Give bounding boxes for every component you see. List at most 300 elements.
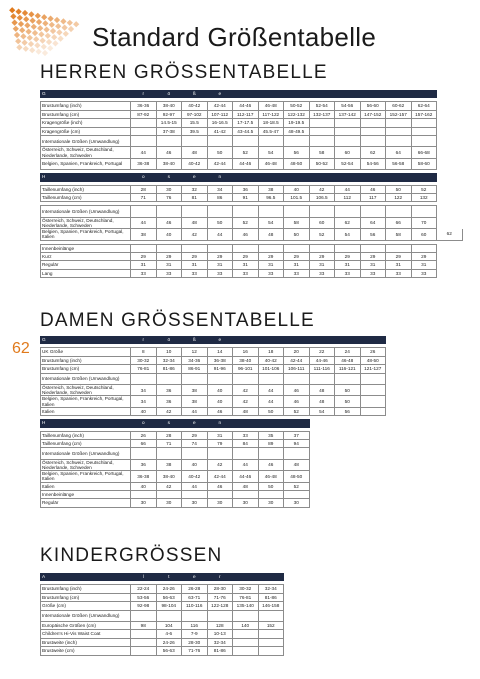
table-cell: 42-44	[284, 356, 310, 364]
logo-dot	[52, 40, 58, 46]
brand-logo	[6, 4, 86, 56]
logo-dot	[29, 17, 35, 23]
table-cell: 33	[182, 269, 208, 277]
table-cell: 48	[233, 482, 259, 490]
table-cell: 66	[386, 217, 412, 228]
table-cell: 112	[335, 194, 361, 202]
logo-dot	[73, 21, 79, 27]
table-cell: n	[207, 173, 233, 181]
table-cell: 46-48	[258, 158, 284, 169]
row-label: Innenbeinlänge	[41, 244, 131, 252]
table-cell: 58	[386, 229, 412, 240]
table-cell: 31	[309, 261, 335, 269]
table-cell: 29	[182, 253, 208, 261]
table-cell: 91-96	[207, 365, 233, 373]
table-cell	[156, 491, 182, 499]
table-cell	[233, 610, 259, 621]
table-cell	[156, 136, 182, 147]
table-cell: 30	[156, 499, 182, 507]
table-cell: 110-116	[182, 602, 208, 610]
logo-dot	[57, 35, 63, 41]
table-cell: 46	[156, 147, 182, 158]
table-cell: 33	[386, 269, 412, 277]
row-label: Österreich, Schweiz, Deutschland, Niederlande, Schweden	[41, 459, 131, 470]
logo-dot	[24, 22, 30, 28]
logo-dot	[14, 32, 20, 38]
table-cell: r	[207, 573, 233, 581]
table-cell: 41-42	[207, 127, 233, 135]
logo-dot	[49, 22, 55, 28]
table-cell	[284, 206, 310, 217]
table-cell	[207, 610, 233, 621]
table-cell	[360, 119, 386, 127]
logo-dot	[42, 20, 48, 26]
table-cell	[233, 419, 259, 427]
table-cell: 122-132	[284, 110, 310, 118]
table-cell: 60	[335, 147, 361, 158]
table-cell: 31	[233, 261, 259, 269]
herren-section-title: HERREN GRÖSSENTABELLE	[40, 62, 328, 83]
table-cell	[233, 630, 259, 638]
table-cell: 146-158	[258, 602, 284, 610]
table-cell: 42	[207, 459, 233, 470]
table-cell	[360, 136, 386, 147]
table-cell: 56-63	[156, 647, 182, 655]
table-cell: 50	[258, 407, 284, 415]
table-cell: 48	[182, 147, 208, 158]
table-cell: 52	[411, 185, 437, 193]
table-row	[41, 365, 386, 373]
table-cell: 48	[309, 385, 335, 396]
table-cell: 44	[207, 229, 233, 240]
table-cell: 46-48	[258, 102, 284, 110]
table-cell	[411, 206, 437, 217]
kinder-section-title: KINDERGRÖSSEN	[40, 545, 223, 566]
table-cell: 33	[335, 269, 361, 277]
row-label: Brustweite (inch)	[41, 638, 131, 646]
herren-size-table	[40, 90, 463, 278]
table-cell	[258, 244, 284, 252]
table-cell: 26-28	[182, 585, 208, 593]
table-cell: l	[131, 573, 157, 581]
table-cell	[360, 90, 386, 98]
table-cell: 44	[131, 147, 157, 158]
table-cell	[360, 396, 386, 407]
logo-dot	[51, 34, 57, 40]
table-cell	[386, 127, 412, 135]
logo-dot	[25, 28, 31, 34]
logo-dot	[11, 19, 17, 25]
table-cell: 30	[233, 499, 259, 507]
table-cell	[360, 407, 386, 415]
table-cell: 29	[182, 431, 208, 439]
table-cell: 48	[284, 459, 310, 470]
logo-dot	[39, 37, 45, 43]
table-row	[41, 385, 386, 396]
table-cell	[182, 491, 208, 499]
table-row	[41, 127, 463, 135]
table-row	[41, 229, 463, 240]
table-cell	[207, 206, 233, 217]
table-cell: 44	[258, 385, 284, 396]
table-cell	[335, 119, 361, 127]
table-cell: 42	[156, 482, 182, 490]
table-cell: 58-60	[411, 158, 437, 169]
table-cell: 50	[207, 217, 233, 228]
table-cell	[207, 448, 233, 459]
table-cell: 48	[258, 229, 284, 240]
table-cell: 52	[233, 147, 259, 158]
row-label: Kragengröße (cm)	[41, 127, 131, 135]
table-cell	[131, 647, 157, 655]
table-cell: 50	[207, 147, 233, 158]
table-row	[41, 244, 463, 252]
table-row	[41, 431, 386, 439]
table-cell: 98-104	[156, 602, 182, 610]
table-cell: 31	[182, 261, 208, 269]
logo-dot	[9, 7, 15, 13]
table-row	[41, 459, 386, 470]
table-cell	[207, 244, 233, 252]
row-label: Belgien, Spanien, Frankreich, Portugal, Italien	[41, 396, 131, 407]
row-label: Taillenumfang (cm)	[41, 194, 131, 202]
table-cell: 46	[233, 229, 259, 240]
table-cell	[182, 373, 208, 384]
table-cell: 44	[182, 482, 208, 490]
logo-dot	[27, 35, 33, 41]
row-label: Italien	[41, 407, 131, 415]
table-cell	[284, 173, 310, 181]
row-label: Österreich, Schweiz, Deutschland, Niederlande, Schweden	[41, 217, 131, 228]
table-cell: 30	[182, 499, 208, 507]
table-cell: 122	[386, 194, 412, 202]
table-cell: 8	[131, 348, 157, 356]
table-cell: 66-68	[411, 147, 437, 158]
table-row	[41, 396, 386, 407]
table-cell	[309, 206, 335, 217]
table-cell: 32-34	[207, 638, 233, 646]
logo-dot	[15, 38, 21, 44]
table-cell	[309, 119, 335, 127]
table-cell	[182, 206, 208, 217]
table-row	[41, 499, 386, 507]
row-label: Österreich, Schweiz, Deutschland, Niederlande, Schweden	[41, 385, 131, 396]
table-cell: 84	[233, 440, 259, 448]
table-cell: 10-13	[207, 630, 233, 638]
table-cell: 36	[233, 185, 259, 193]
table-cell: 33	[360, 269, 386, 277]
table-cell	[131, 491, 157, 499]
table-row	[41, 206, 463, 217]
table-cell: 106-111	[284, 365, 310, 373]
table-cell: 92-98	[131, 602, 157, 610]
table-cell: 31	[284, 261, 310, 269]
table-cell: 40-42	[182, 158, 208, 169]
table-cell	[386, 244, 412, 252]
table-cell: 48-49.5	[284, 127, 310, 135]
table-cell	[284, 136, 310, 147]
table-cell: 40	[182, 459, 208, 470]
logo-dot	[54, 17, 60, 23]
table-cell: 42	[309, 185, 335, 193]
table-cell	[258, 336, 284, 344]
table-cell	[131, 244, 157, 252]
table-cell	[131, 610, 157, 621]
table-cell: 46-48	[258, 471, 284, 482]
table-cell: 46	[360, 185, 386, 193]
table-cell: 29	[233, 253, 259, 261]
table-row	[41, 147, 463, 158]
table-cell: 38-40	[156, 158, 182, 169]
table-cell: 39.5	[182, 127, 208, 135]
table-cell	[182, 244, 208, 252]
table-cell: r	[131, 90, 157, 98]
table-cell: 34-36	[182, 356, 208, 364]
table-cell	[207, 373, 233, 384]
table-cell: 62	[437, 229, 463, 240]
table-cell: 42	[182, 229, 208, 240]
table-cell: 46	[207, 407, 233, 415]
table-cell: 48-50	[284, 471, 310, 482]
table-cell: 54-56	[360, 158, 386, 169]
table-cell: 64	[360, 217, 386, 228]
table-cell	[258, 573, 284, 581]
table-cell	[233, 206, 259, 217]
table-cell	[258, 448, 284, 459]
table-cell: ö	[156, 336, 182, 344]
table-cell: 30	[156, 185, 182, 193]
table-row	[41, 269, 463, 277]
table-cell: 33	[207, 269, 233, 277]
table-row	[41, 622, 284, 630]
page-number: 62	[12, 340, 30, 357]
table-cell	[131, 448, 157, 459]
row-label: Brustumfang (inch)	[41, 102, 131, 110]
row-label: Regulär	[41, 261, 131, 269]
table-cell: 116	[182, 622, 208, 630]
table-cell: 29	[131, 253, 157, 261]
table-cell: 46	[284, 385, 310, 396]
table-cell: 37-38	[156, 127, 182, 135]
table-row	[41, 610, 284, 621]
table-cell: 87-92	[131, 110, 157, 118]
table-cell: 52	[233, 217, 259, 228]
table-cell: 16	[233, 348, 259, 356]
table-cell	[335, 136, 361, 147]
table-cell	[335, 90, 361, 98]
row-label: Größe (cm)	[41, 602, 131, 610]
row-label: Österreich, Schweiz, Deutschland, Niederlande, Schweden	[41, 147, 131, 158]
row-label: Internationale Größen (Umwandlung)	[41, 136, 131, 147]
table-cell	[156, 610, 182, 621]
table-cell	[284, 373, 310, 384]
table-cell: 50	[335, 396, 361, 407]
table-cell: 42	[233, 385, 259, 396]
table-cell	[258, 647, 284, 655]
table-row	[41, 158, 463, 169]
table-cell: 33	[233, 431, 259, 439]
logo-dot	[38, 31, 44, 37]
row-label: G	[41, 336, 131, 344]
table-cell	[360, 336, 386, 344]
table-cell: 36-36	[131, 102, 157, 110]
table-cell: 53-56	[131, 593, 157, 601]
table-cell: 20	[284, 348, 310, 356]
table-cell: 18	[258, 348, 284, 356]
table-cell: e	[182, 419, 208, 427]
table-cell: 31	[131, 261, 157, 269]
table-cell: 152-157	[386, 110, 412, 118]
table-cell: 38	[156, 459, 182, 470]
table-cell: 54	[258, 147, 284, 158]
table-cell: 29	[284, 253, 310, 261]
table-cell	[258, 136, 284, 147]
table-cell: 48	[309, 396, 335, 407]
table-cell: 81	[182, 194, 208, 202]
table-row	[41, 638, 284, 646]
table-cell	[258, 419, 284, 427]
table-cell	[233, 373, 259, 384]
table-cell: 86	[207, 194, 233, 202]
table-cell: 50	[335, 385, 361, 396]
table-cell: 31	[207, 261, 233, 269]
table-cell: 76-81	[131, 365, 157, 373]
table-cell: 74	[182, 440, 208, 448]
table-row	[41, 110, 463, 118]
table-row	[41, 356, 386, 364]
table-header-row	[41, 336, 386, 344]
table-cell: 28-30	[207, 585, 233, 593]
table-cell: 122-128	[207, 602, 233, 610]
table-cell	[131, 638, 157, 646]
table-cell: e	[182, 173, 208, 181]
table-cell: 18-18.5	[258, 119, 284, 127]
logo-dot	[67, 20, 73, 26]
table-cell	[309, 136, 335, 147]
table-cell: 60	[411, 229, 437, 240]
table-cell: ß	[182, 90, 208, 98]
table-cell	[131, 206, 157, 217]
table-cell: 22-24	[131, 585, 157, 593]
table-cell: 40	[284, 185, 310, 193]
table-cell: 33	[258, 269, 284, 277]
table-cell	[309, 244, 335, 252]
table-row	[41, 482, 386, 490]
table-cell	[360, 373, 386, 384]
row-label: Internationale Größen (Umwandlung)	[41, 373, 131, 384]
table-cell: 56	[360, 229, 386, 240]
table-cell	[360, 244, 386, 252]
table-cell: 117	[360, 194, 386, 202]
table-cell: 40	[131, 407, 157, 415]
table-cell	[411, 90, 437, 98]
table-cell	[233, 136, 259, 147]
table-cell: 64	[386, 147, 412, 158]
table-row	[41, 585, 284, 593]
table-cell	[131, 127, 157, 135]
logo-dot	[43, 26, 49, 32]
table-cell: 42-44	[207, 471, 233, 482]
table-cell	[284, 491, 310, 499]
table-row	[41, 194, 463, 202]
table-cell	[309, 127, 335, 135]
table-cell: 112-117	[233, 110, 259, 118]
table-cell: 116-121	[335, 365, 361, 373]
table-row	[41, 119, 463, 127]
table-cell: 24-26	[156, 638, 182, 646]
table-cell: 31	[258, 261, 284, 269]
logo-dot	[10, 13, 16, 19]
table-cell: 50	[386, 185, 412, 193]
logo-dot	[28, 41, 34, 47]
table-cell: 111-116	[309, 365, 335, 373]
table-cell: 29	[360, 253, 386, 261]
table-cell	[233, 90, 259, 98]
table-cell: 71-76	[182, 647, 208, 655]
row-label: UK Größe	[41, 348, 131, 356]
table-cell: o	[131, 419, 157, 427]
table-cell: 31	[386, 261, 412, 269]
logo-dot	[37, 25, 43, 31]
row-label: Taillenumfang (inch)	[41, 431, 131, 439]
logo-dot	[56, 29, 62, 35]
table-cell: 34	[207, 185, 233, 193]
logo-dot	[20, 33, 26, 39]
table-row	[41, 261, 463, 269]
table-cell	[360, 206, 386, 217]
table-cell: 33	[309, 269, 335, 277]
table-cell: 81-86	[207, 647, 233, 655]
table-cell: 43-44.5	[233, 127, 259, 135]
row-label: Kragengröße (inch)	[41, 119, 131, 127]
table-cell: 36-38	[131, 158, 157, 169]
table-cell: 31	[156, 261, 182, 269]
table-cell: 54	[309, 407, 335, 415]
table-cell	[335, 244, 361, 252]
table-cell	[309, 173, 335, 181]
logo-dot	[42, 50, 48, 56]
table-cell	[284, 336, 310, 344]
table-cell: 31	[207, 431, 233, 439]
table-cell: 98	[131, 622, 157, 630]
table-cell: 52-54	[335, 158, 361, 169]
table-header-row	[41, 173, 463, 181]
table-cell: 86-91	[182, 365, 208, 373]
logo-dot	[19, 27, 25, 33]
table-header-row	[41, 90, 463, 98]
table-row	[41, 491, 386, 499]
table-cell: 7-9	[182, 630, 208, 638]
table-cell: 15.5	[182, 119, 208, 127]
table-cell	[360, 173, 386, 181]
table-cell: ß	[182, 336, 208, 344]
table-cell: 12	[182, 348, 208, 356]
table-cell: 60-62	[386, 102, 412, 110]
table-row	[41, 647, 284, 655]
table-cell: t	[156, 573, 182, 581]
damen-size-table	[40, 336, 386, 508]
table-cell	[233, 647, 259, 655]
table-cell: 33	[411, 269, 437, 277]
table-row	[41, 348, 386, 356]
table-cell: 52-54	[309, 102, 335, 110]
table-cell: 32-34	[156, 356, 182, 364]
table-cell: 44	[335, 185, 361, 193]
table-cell: 121-127	[360, 365, 386, 373]
logo-dot	[61, 24, 67, 30]
table-cell	[386, 90, 412, 98]
table-cell: 66	[131, 440, 157, 448]
